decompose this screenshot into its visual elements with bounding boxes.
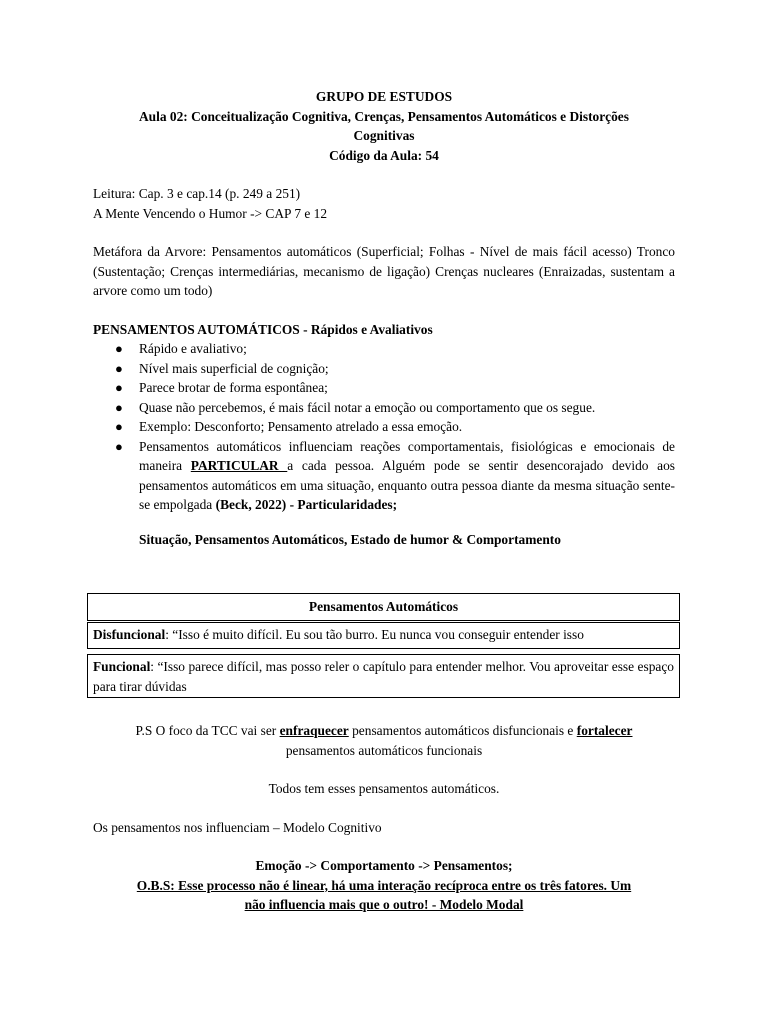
weaken-emphasis: enfraquecer (279, 723, 349, 738)
obs-line2: não influencia mais que o outro! - Modelo Modal (244, 897, 524, 912)
row-text: : “Isso é muito difícil. Eu sou tão burro. Eu nunca vou conseguir entender isso (165, 627, 584, 642)
obs-line1: O.B.S: Esse processo não é linear, há uma interação recíproca entre os três fatores. Um (136, 877, 632, 893)
list-item-text: Nível mais superficial de cognição; (139, 360, 329, 376)
table-row-dysfunctional (87, 622, 680, 649)
bullet-icon: ● (115, 438, 123, 454)
document-body (93, 87, 675, 549)
table-title-cell: Pensamentos Automáticos (87, 593, 680, 621)
list-item (93, 339, 675, 359)
book-reference-line: A Mente Vencendo o Humor -> CAP 7 e 12 (93, 205, 328, 221)
ps-text-cont: pensamentos automáticos disfuncionais e (348, 723, 577, 738)
everyone-line: Todos tem esses pensamentos automáticos. (268, 781, 500, 796)
lesson-code: Código da Aula: 54 (329, 147, 439, 163)
bullet-icon: ● (115, 360, 123, 376)
flow-line: Emoção -> Comportamento -> Pensamentos; (255, 858, 513, 873)
situation-heading: Situação, Pensamentos Automáticos, Estado de humor & Comportamento (139, 531, 561, 547)
document-header (93, 87, 675, 165)
bullet-list (93, 339, 675, 515)
list-item (93, 378, 675, 398)
list-item-text-cont: a cada pessoa. Alguém pode se sentir desencorajado devido aos pensamentos automáticos em uma situação, enquanto outra pessoa diante da mesma situação sente-se empolgada (139, 458, 676, 512)
lesson-subtitle-line2: Cognitivas (353, 128, 415, 143)
bullet-icon: ● (115, 341, 123, 356)
bullet-icon: ● (115, 419, 123, 434)
influence-line: Os pensamentos nos influenciam – Modelo Cognitivo (93, 819, 382, 835)
list-item (93, 359, 675, 379)
reading-line: Leitura: Cap. 3 e cap.14 (p. 249 a 251) (93, 186, 301, 201)
ps-paragraph (93, 721, 675, 760)
list-item-text: Pensamentos automáticos influenciam reações comportamentais, fisiológicas e emocionais de maneira (139, 438, 675, 473)
list-item-text: Parece brotar de forma espontânea; (139, 380, 328, 395)
list-item (93, 437, 675, 515)
obs-block (93, 876, 675, 915)
list-item-text: Rápido e avaliativo; (139, 341, 247, 356)
lower-section (93, 721, 675, 915)
ps-text: P.S O foco da TCC vai ser (135, 723, 280, 738)
list-item-text: Quase não percebemos, é mais fácil notar a emoção ou comportamento que os segue. (139, 399, 596, 415)
row-label: Funcional (93, 659, 151, 674)
row-label: Disfuncional (93, 627, 166, 642)
section-heading: PENSAMENTOS AUTOMÁTICOS - Rápidos e Avaliativos (93, 321, 433, 337)
row-text: : “Isso parece difícil, mas posso reler o capítulo para entender melhor. Vou aproveitar esse espaço para tirar dúvidas (93, 659, 674, 694)
list-item (93, 417, 675, 437)
list-item (93, 398, 675, 418)
tree-metaphor-paragraph: Metáfora da Arvore: Pensamentos automáticos (Superficial; Folhas - Nível de mais fácil acesso) Tronco (Sustentação; Crenças intermediárias, mecanismo de ligação) Crenças nucleares (Enraizadas, sustentam a arvore como um todo) (93, 244, 675, 298)
particular-emphasis: PARTICULAR (190, 458, 288, 473)
beck-citation: (Beck, 2022) - Particularidades; (215, 497, 398, 512)
strengthen-emphasis: fortalecer (576, 723, 633, 738)
bullet-icon: ● (115, 399, 123, 415)
bullet-icon: ● (115, 380, 123, 395)
ps-text-end: pensamentos automáticos funcionais (285, 742, 483, 758)
reading-block (93, 184, 675, 223)
document-title: GRUPO DE ESTUDOS (315, 89, 453, 104)
list-item-text: Exemplo: Desconforto; Pensamento atrelado a essa emoção. (139, 419, 463, 434)
table-row-functional (87, 654, 680, 698)
lesson-subtitle-line1: Aula 02: Conceitualização Cognitiva, Crenças, Pensamentos Automáticos e Distorções (139, 108, 629, 124)
